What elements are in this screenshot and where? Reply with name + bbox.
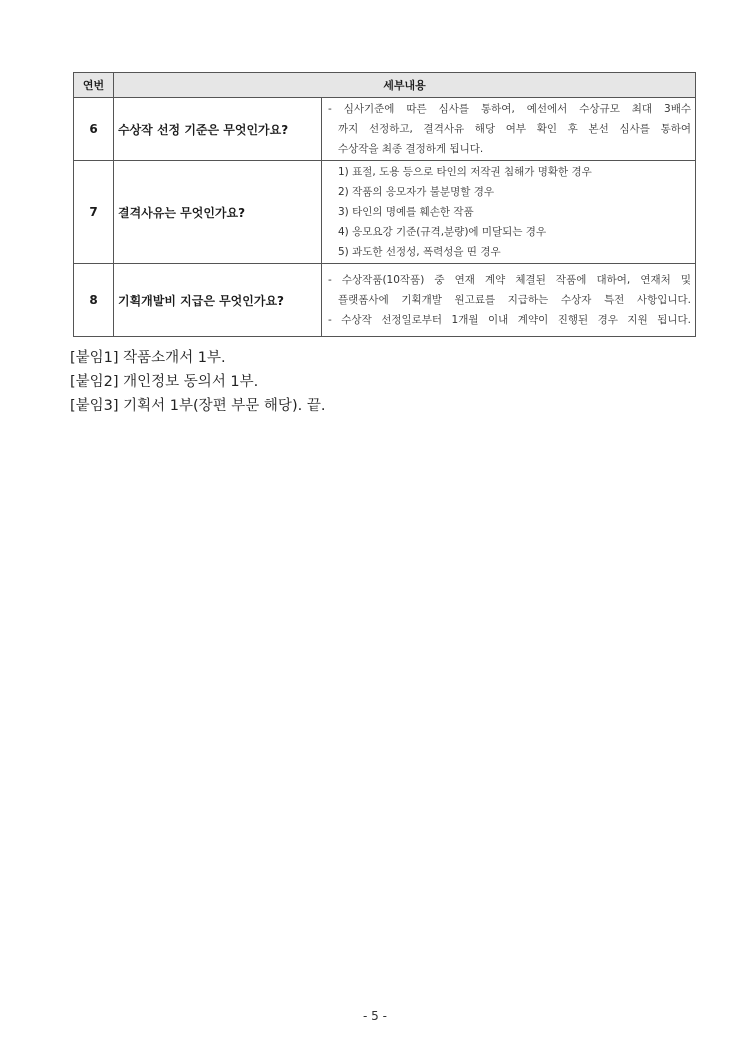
row-question: 수상작 선정 기준은 무엇인가요? — [114, 98, 322, 161]
row-question: 기획개발비 지급은 무엇인가요? — [114, 264, 322, 337]
answer-line: - 수상작품(10작품) 중 연재 계약 체결된 작품에 대하여, 연재처 및 — [328, 274, 691, 286]
answer-line: 까지 선정하고, 결격사유 해당 여부 확인 후 본선 심사를 통하여 — [338, 123, 691, 135]
row-answer — [322, 161, 696, 264]
answer-line: 1) 표절, 도용 등으로 타인의 저작권 침해가 명확한 경우 — [338, 166, 592, 178]
row-question: 결격사유는 무엇인가요? — [114, 161, 322, 264]
table-row — [74, 98, 696, 161]
table-header-row — [74, 73, 696, 98]
header-details: 세부내용 — [114, 73, 696, 98]
row-number: 6 — [74, 98, 114, 161]
page-number: - 5 - — [363, 1009, 387, 1023]
answer-line: 수상작을 최종 결정하게 됩니다. — [338, 143, 484, 155]
table-row — [74, 161, 696, 264]
header-no: 연번 — [74, 73, 114, 98]
answer-line: 3) 타인의 명예를 훼손한 작품 — [338, 206, 474, 218]
answer-line: - 수상작 선정일로부터 1개월 이내 계약이 진행된 경우 지원 됩니다. — [328, 314, 691, 326]
table-row — [74, 264, 696, 337]
row-answer — [322, 98, 696, 161]
attachment-list — [70, 346, 325, 418]
row-answer — [322, 264, 696, 337]
row-number: 7 — [74, 161, 114, 264]
answer-line: - 심사기준에 따른 심사를 통하여, 예선에서 수상규모 최대 3배수 — [328, 103, 691, 115]
attachment-item: [붙임3] 기획서 1부(장편 부문 해당). 끝. — [70, 398, 326, 414]
answer-line: 5) 과도한 선정성, 폭력성을 띤 경우 — [338, 246, 501, 258]
row-number: 8 — [74, 264, 114, 337]
attachment-item: [붙임2] 개인정보 동의서 1부. — [70, 374, 259, 390]
answer-line: 플랫폼사에 기획개발 원고료를 지급하는 수상자 특전 사항입니다. — [338, 294, 691, 306]
answer-line: 2) 작품의 응모자가 불분명할 경우 — [338, 186, 494, 198]
attachment-item: [붙임1] 작품소개서 1부. — [70, 350, 226, 366]
answer-line: 4) 응모요강 기준(규격,분량)에 미달되는 경우 — [338, 226, 547, 238]
faq-table — [73, 72, 696, 337]
